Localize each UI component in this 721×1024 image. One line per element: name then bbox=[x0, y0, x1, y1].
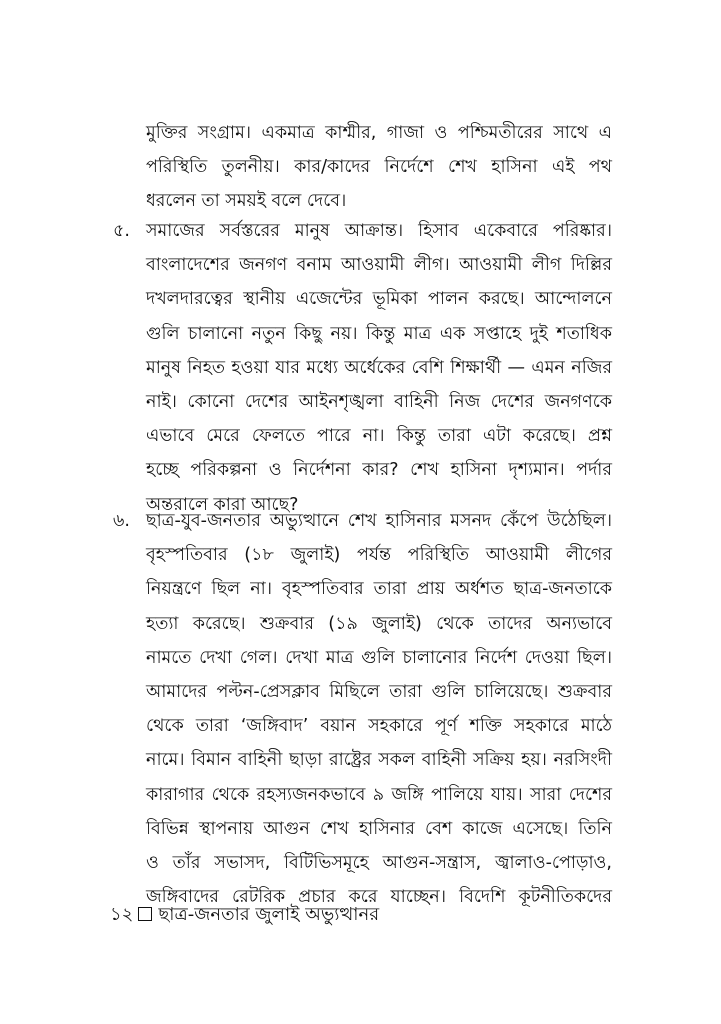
text-line: বিভিন্ন স্থাপনায় আগুন শেখ হাসিনার বেশ কাজে এসেছে। তিনি bbox=[146, 818, 612, 839]
paragraph-intro bbox=[146, 116, 612, 219]
text-line: নাই। কোনো দেশের আইনশৃঙ্খলা বাহিনী নিজ দেশের জনগণকে bbox=[146, 391, 612, 412]
text-line: থেকে তারা ‘জঙ্গিবাদ’ বয়ান সহকারে পূর্ণ শক্তি সহকারে মাঠে bbox=[146, 716, 612, 737]
text-line: নামতে দেখা গেল। দেখা মাত্র গুলি চালানোর নির্দেশ দেওয়া ছিল। bbox=[146, 647, 612, 668]
list-number: ৫. bbox=[113, 221, 130, 241]
text-line: সমাজের সর্বস্তরের মানুষ আক্রান্ত। হিসাব একেবারে পরিষ্কার। bbox=[146, 221, 612, 241]
text-line: নিয়ন্ত্রণে ছিল না। বৃহস্পতিবার তারা প্রায় অর্ধশত ছাত্র-জনতাকে bbox=[146, 579, 612, 600]
text-line: ও তাঁর সভাসদ, বিটিভিসমূহে আগুন-সন্ত্রাস, জ্বালাও-পোড়াও, bbox=[146, 852, 612, 873]
text-line: এভাবে মেরে ফেলতে পারে না। কিন্তু তারা এটা করেছে। প্রশ্ন bbox=[146, 426, 612, 447]
text-line: হচ্ছে পরিকল্পনা ও নির্দেশনা কার? শেখ হাসিনা দৃশ্যমান। পর্দার bbox=[146, 460, 612, 481]
text-line: মুক্তির সংগ্রাম। একমাত্র কাশ্মীর, গাজা ও পশ্চিমতীরের সাথে এ bbox=[146, 123, 612, 143]
text-line: অন্তরালে কারা আছে? bbox=[146, 494, 299, 515]
text-line: বাংলাদেশের জনগণ বনাম আওয়ামী লীগ। আওয়ামী লীগ দিল্লির bbox=[146, 255, 612, 276]
square-divider-icon bbox=[138, 907, 152, 921]
text-line: ধরলেন তা সময়ই বলে দেবে। bbox=[146, 191, 347, 212]
text-line: হত্যা করেছে। শুক্রবার (১৯ জুলাই) থেকে তাদের অন্যভাবে bbox=[146, 613, 612, 634]
text-line: ছাত্র-যুব-জনতার অভ্যুত্থানে শেখ হাসিনার মসনদ কেঁপে উঠেছিল। bbox=[146, 511, 612, 531]
text-line: আমাদের পল্টন-প্রেসক্লাব মিছিলে তারা গুলি চালিয়েছে। শুক্রবার bbox=[146, 681, 612, 702]
text-line: মানুষ নিহত হওয়া যার মধ্যে অর্ধেকের বেশি শিক্ষার্থী — এমন নজির bbox=[146, 357, 612, 378]
paragraph-point-5 bbox=[113, 214, 612, 522]
text-line: জঙ্গিবাদের রেটরিক প্রচার করে যাচ্ছেন। বিদেশি কূটনীতিকদের bbox=[146, 887, 612, 908]
text-line: দখলদারত্বের স্থানীয় এজেন্টের ভূমিকা পালন করছে। আন্দোলনে bbox=[146, 289, 612, 310]
list-number: ৬. bbox=[113, 511, 130, 531]
text-line: কারাগার থেকে রহস্যজনকভাবে ৯ জঙ্গি পালিয়ে যায়। সারা দেশের bbox=[146, 784, 612, 805]
text-line: বৃহস্পতিবার (১৮ জুলাই) পর্যন্ত পরিস্থিতি আওয়ামী লীগের bbox=[146, 545, 612, 566]
text-line: নামে। বিমান বাহিনী ছাড়া রাষ্ট্রের সকল বাহিনী সক্রিয় হয়। নরসিংদী bbox=[146, 750, 612, 771]
text-line: গুলি চালানো নতুন কিছু নয়। কিন্তু মাত্র এক সপ্তাহে দুই শতাধিক bbox=[146, 323, 612, 344]
page-footer bbox=[110, 898, 379, 932]
paragraph-point-6 bbox=[113, 504, 612, 914]
page-number: ১২ bbox=[110, 904, 134, 925]
text-line: পরিস্থিতি তুলনীয়। কার/কাদের নির্দেশে শেখ হাসিনা এই পথ bbox=[146, 157, 612, 178]
running-title: ছাত্র-জনতার জুলাই অভ্যুত্থানর bbox=[158, 904, 380, 925]
